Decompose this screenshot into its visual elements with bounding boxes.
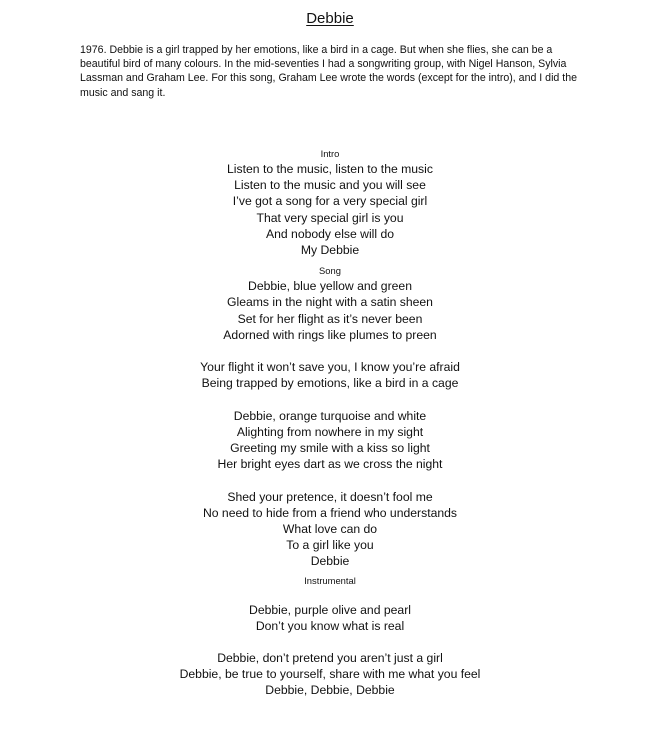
- lyric-line: Debbie, purple olive and pearl: [249, 602, 411, 617]
- lyric-line: I’ve got a song for a very special girl: [232, 194, 428, 209]
- lyric-line: Being trapped by emotions, like a bird in a cage: [201, 376, 459, 391]
- lyric-line: Alighting from nowhere in my sight: [236, 424, 424, 439]
- lyric-line: Adorned with rings like plumes to preen: [223, 327, 437, 342]
- lyric-line: Shed your pretence, it doesn’t fool me: [227, 489, 433, 504]
- lyric-line: Listen to the music and you will see: [234, 178, 426, 193]
- lyric-line: Her bright eyes dart as we cross the night: [217, 457, 443, 472]
- lyric-line: Greeting my smile with a kiss so light: [230, 441, 430, 455]
- lyric-line: Debbie, don’t pretend you aren’t just a girl: [217, 651, 443, 666]
- lyric-line: Debbie, orange turquoise and white: [233, 408, 427, 423]
- section-label-instrumental: Instrumental: [304, 574, 356, 586]
- lyric-line: And nobody else will do: [265, 226, 395, 241]
- lyric-line: Gleams in the night with a satin sheen: [227, 295, 433, 310]
- page-title: Debbie: [306, 10, 354, 27]
- lyric-line: That very special girl is you: [256, 210, 404, 225]
- lyric-line: Don’t you know what is real: [255, 618, 405, 633]
- lyric-line: What love can do: [282, 521, 378, 536]
- lyric-line: My Debbie: [300, 242, 360, 257]
- lyric-line: Debbie, Debbie, Debbie: [265, 683, 395, 698]
- lyric-line: Listen to the music, listen to the music: [227, 162, 433, 176]
- lyric-line: Debbie, be true to yourself, share with me what you feel: [179, 667, 481, 682]
- lyric-line: To a girl like you: [286, 538, 374, 553]
- lyric-line: Set for her flight as it’s never been: [237, 311, 423, 326]
- song-description: 1976. Debbie is a girl trapped by her emotions, like a bird in a cage. But when she flies, she can be a beautiful bird of many colours. In the mid-seventies I had a songwriting group, with Nigel Hanson, Sylvia Lassman and Graham Lee. For this song, Graham Lee wrote the words (except for the intro), and I did the music and sang it.: [80, 44, 577, 99]
- lyric-line: No need to hide from a friend who understands: [202, 505, 458, 520]
- section-label-intro: Intro: [320, 148, 340, 159]
- section-label-song: Song: [319, 265, 341, 277]
- lyric-line: Debbie, blue yellow and green: [248, 279, 412, 294]
- lyric-line: Debbie: [310, 554, 350, 569]
- lyrics-block: [0, 147, 660, 699]
- lyric-line: Your flight it won’t save you, I know you’re afraid: [200, 360, 460, 375]
